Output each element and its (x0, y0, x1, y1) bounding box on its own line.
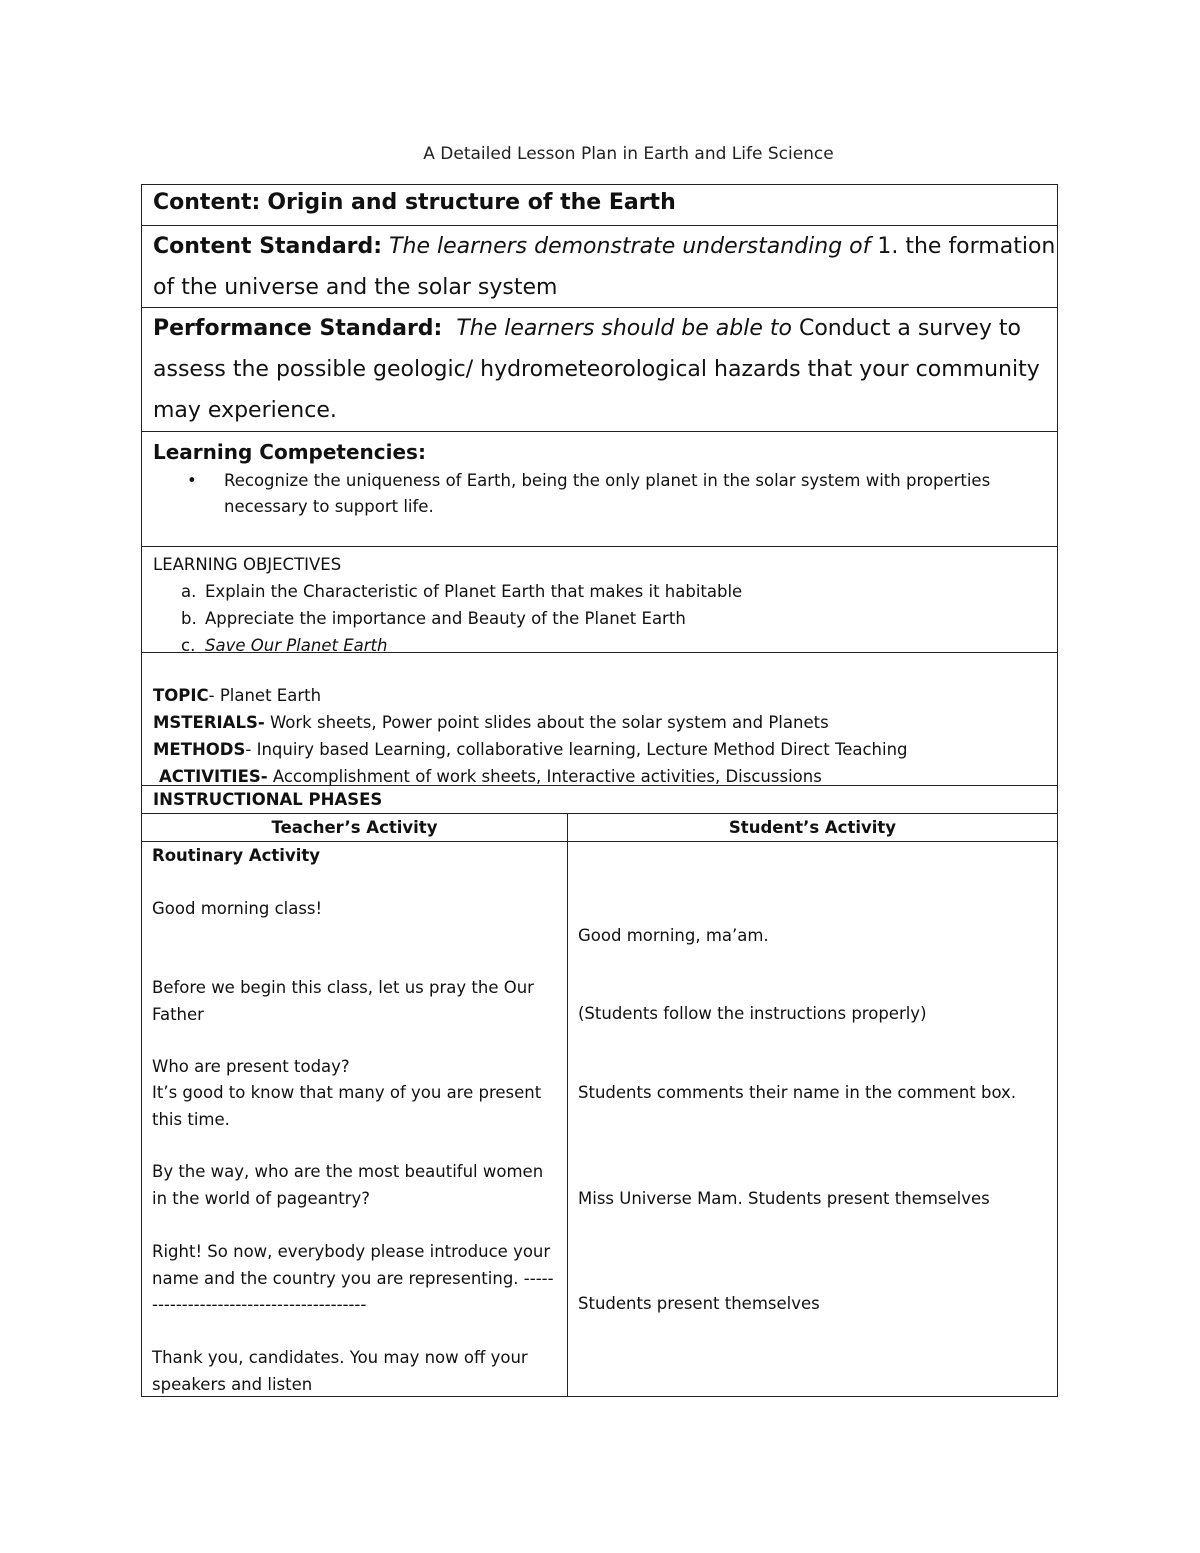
materials-line (153, 709, 1057, 736)
methods-label: METHODS (153, 740, 246, 759)
teacher-activity-header: Teacher’s Activity (142, 814, 568, 841)
topic-text: - Planet Earth (208, 686, 322, 705)
objective-item (181, 632, 1057, 659)
methods-text: - Inquiry based Learning, collaborative learning, Lecture Method Direct Teaching (245, 740, 908, 759)
activities-text: Accomplishment of work sheets, Interactive activities, Discussions (267, 767, 822, 786)
activities-label: ACTIVITIES- (159, 767, 268, 786)
student-line: Good morning, ma’am. (578, 926, 769, 945)
competency-item (187, 468, 1057, 520)
objective-letter: b. (181, 609, 197, 628)
content-standard-text: 1. the formation of the universe and the solar system (153, 234, 1056, 300)
performance-standard-label: Performance Standard: (153, 316, 443, 341)
activity-body-row (142, 842, 1057, 1397)
teacher-line: Good morning class! (152, 899, 323, 918)
student-line: (Students follow the instructions properly) (578, 1004, 927, 1023)
learning-objectives-row (142, 547, 1057, 653)
teacher-line: Before we begin this class, let us pray the Our Father (152, 978, 534, 1024)
learning-objectives-heading: LEARNING OBJECTIVES (153, 555, 342, 574)
student-line: Miss Universe Mam. Students present themselves (578, 1189, 990, 1208)
competency-text: Recognize the uniqueness of Earth, being the only planet in the solar system with properties necessary to support life. (224, 471, 991, 516)
bullet-icon: • (187, 471, 197, 490)
teacher-line: Who are present today? (152, 1057, 350, 1076)
student-activity-cell (568, 842, 1057, 1397)
lesson-plan-table (141, 184, 1058, 1397)
teacher-line: It’s good to know that many of you are present this time. (152, 1083, 542, 1129)
activity-header-row (142, 814, 1057, 842)
student-line: Students comments their name in the comment box. (578, 1083, 1017, 1102)
content-standard-label: Content Standard: (153, 234, 383, 259)
objective-letter: a. (181, 582, 197, 601)
topic-row (142, 653, 1057, 786)
instructional-phases-heading: INSTRUCTIONAL PHASES (142, 786, 1057, 814)
performance-standard-row (142, 308, 1057, 432)
objective-item (181, 578, 1057, 605)
learning-competencies-heading: Learning Competencies: (153, 440, 426, 464)
teacher-activity-cell (142, 842, 568, 1397)
content-text: Origin and structure of the Earth (267, 190, 676, 215)
objective-text: Explain the Characteristic of Planet Earth that makes it habitable (205, 582, 743, 601)
performance-standard-italic: The learners should be able to (456, 316, 792, 341)
materials-text: Work sheets, Power point slides about the solar system and Planets (264, 713, 829, 732)
performance-standard-text: Conduct a survey to assess the possible geologic/ hydrometeorological hazards that your community may experience. (153, 316, 1040, 423)
objective-list (153, 578, 1057, 659)
objective-text: Appreciate the importance and Beauty of the Planet Earth (205, 609, 686, 628)
objective-text: Save Our Planet Earth (205, 636, 388, 655)
objective-item (181, 605, 1057, 632)
objective-letter: c. (181, 636, 196, 655)
content-standard-italic: The learners demonstrate understanding of (389, 234, 871, 259)
topic-line (153, 682, 1057, 709)
teacher-line: Thank you, candidates. You may now off your speakers and listen (152, 1348, 528, 1394)
teacher-line: By the way, who are the most beautiful women in the world of pageantry? (152, 1162, 544, 1208)
competency-list (153, 468, 1057, 520)
materials-label: MSTERIALS- (153, 713, 265, 732)
student-activity-header: Student’s Activity (728, 818, 897, 837)
student-line: Students present themselves (578, 1294, 820, 1313)
teacher-line: Right! So now, everybody please introduce your name and the country you are representing. ----------------------------------------- (152, 1242, 554, 1314)
methods-line (153, 736, 1057, 763)
document-title: A Detailed Lesson Plan in Earth and Life Science (423, 144, 834, 164)
topic-label: TOPIC (153, 686, 209, 705)
routinary-activity-heading: Routinary Activity (152, 846, 320, 865)
content-row (142, 185, 1057, 226)
content-label: Content: (153, 190, 261, 215)
learning-competencies-row (142, 432, 1057, 547)
content-standard-row (142, 226, 1057, 308)
